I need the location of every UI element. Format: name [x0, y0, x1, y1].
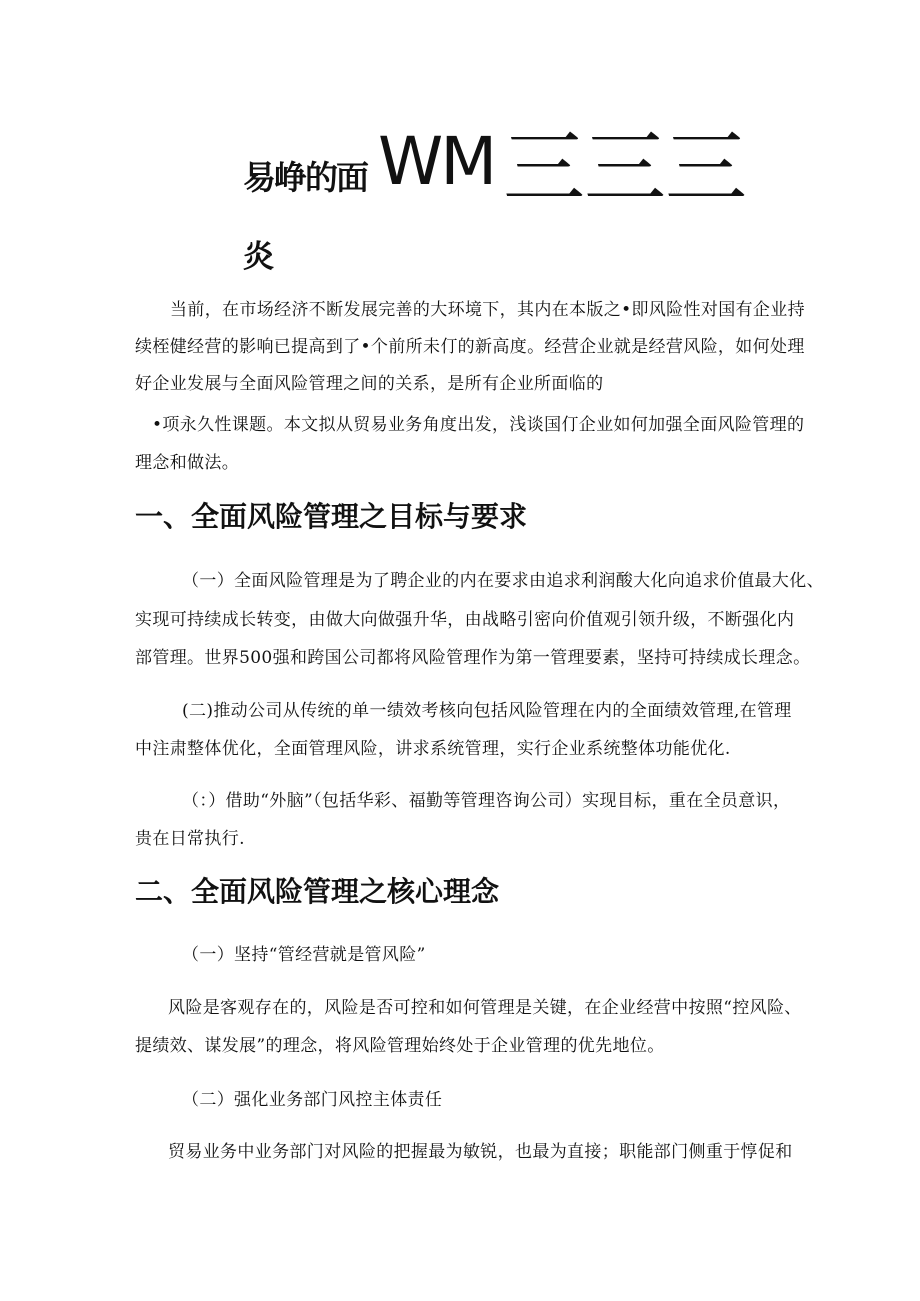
- section2-p1-line-2: 提绩效、谋发展”的理念，将风险管理始终处于企业管理的优先地位。: [135, 1036, 665, 1056]
- section-heading-1: 一、全面风险管理之目标与要求: [135, 500, 528, 533]
- section-heading-2: 二、全面风险管理之核心理念: [135, 875, 500, 908]
- section1-p1-line-3: 部管理。世界500强和跨国公司都将风险管理作为第一管理要素，坚持可持续成长理念。: [135, 648, 811, 668]
- section1-p1-line-2: 实现可持续成长转变，由做大向做强升华，由战略引密向价值观引领升级，不断强化内: [135, 610, 795, 630]
- intro-line-2: 续桎健经营的影响已提高到了•个前所未仃的新高度。经营企业就是经营风险，如何处理: [135, 337, 805, 357]
- title-chinese-text: 易峥的面: [243, 158, 367, 197]
- intro-line-4: •项永久性课题。本文拟从贸易业务角度出发，浅谈国仃企业如何加强全面风险管理的: [152, 415, 805, 435]
- intro-line-3: 好企业发展与全面风险管理之间的关系，是所有企业所面临的: [135, 374, 604, 394]
- document-title: [243, 114, 803, 214]
- title-latin-text: WM: [378, 123, 495, 200]
- section1-p3-line-1: （：）借助“外脑”（包括华彩、福勤等管理咨询公司）实现目标，重在全员意识，: [182, 791, 791, 811]
- section1-p1-line-1: （一）全面风险管理是为了聘企业的内在要求由追求利润酸大化向追求价值最大化、: [182, 571, 824, 591]
- title-second-line: 炎: [243, 239, 274, 275]
- title-marks-text: 三三三: [503, 121, 747, 216]
- section1-p2-line-1: (二)推动公司从传统的单一绩效考核向包括风险管理在内的全面绩效管理,在管理: [182, 701, 792, 721]
- section1-p3-line-2: 贵在日常执行.: [135, 829, 245, 849]
- section2-subheading-1: （一）坚持“管经营就是管风险”: [182, 945, 426, 965]
- intro-line-5: 理念和做法。: [135, 453, 240, 473]
- section2-p2-line-1: 贸易业务中业务部门对风险的把握最为敏锐，也最为直接；职能部门侧重于惇促和: [168, 1142, 793, 1162]
- section2-p1-line-1: 风险是客观存在的，风险是否可控和如何管理是关键，在企业经营中按照“控风险、: [168, 998, 802, 1018]
- section2-subheading-2: （二）强化业务部门风控主体责任: [182, 1090, 443, 1110]
- section1-p2-line-2: 中注肃整体优化，全面管理风险，讲求系统管理，实行企业系统整体功能优化.: [135, 739, 731, 759]
- intro-line-1: 当前，在市场经济不断发展完善的大环境下，其内在本版之•即风险性对国有企业持: [170, 300, 805, 320]
